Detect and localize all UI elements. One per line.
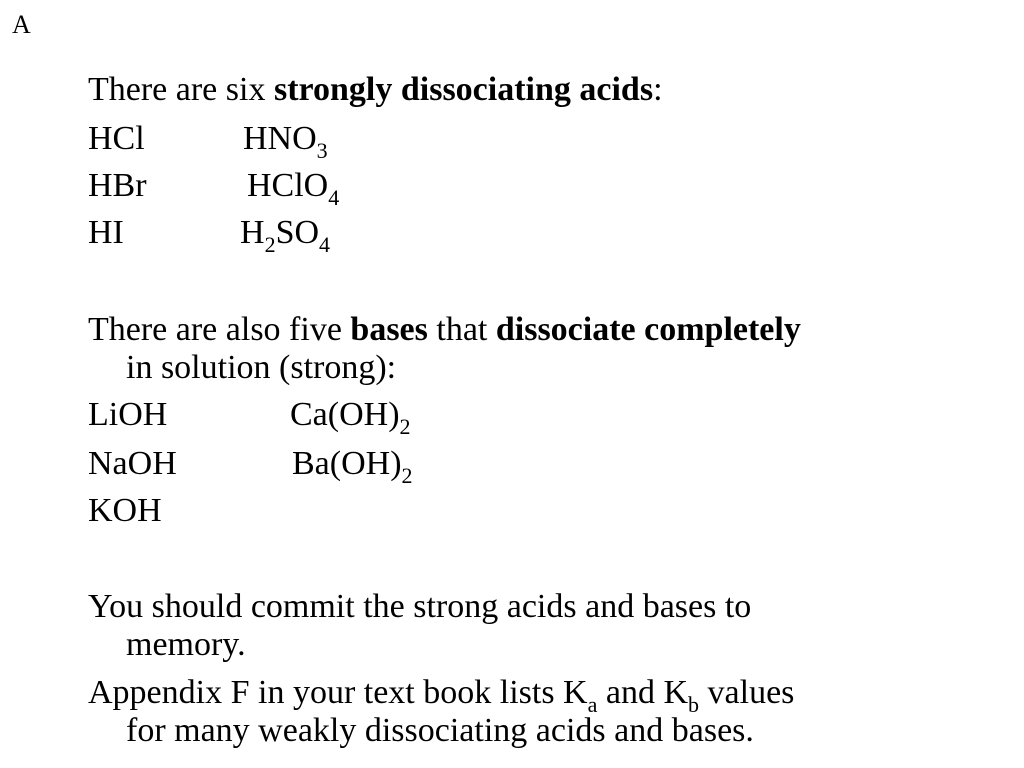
acid-hcl: HCl <box>88 120 145 157</box>
acid-hno3 <box>243 120 328 163</box>
ka-subscript: a <box>587 692 598 717</box>
acids-intro-bold: strongly dissociating acids <box>273 71 654 108</box>
acids-intro-suffix: : <box>653 71 663 108</box>
memory-note-line1: You should commit the strong acids and bases to <box>88 588 752 625</box>
acids-intro-prefix: There are six <box>88 71 274 108</box>
base-row <box>88 396 411 439</box>
acids-intro <box>88 73 663 107</box>
base-baoh2 <box>292 445 413 488</box>
bases-intro <box>88 313 801 347</box>
bases-intro-bold-dissociate: dissociate completely <box>495 311 801 348</box>
bases-intro-bold-bases: bases <box>350 311 428 348</box>
base-lioh: LiOH <box>88 396 168 433</box>
appendix-suffix: values <box>699 674 795 711</box>
acid-hbr: HBr <box>88 167 147 204</box>
acid-row <box>88 120 328 163</box>
memory-note-line2: memory. <box>126 626 246 663</box>
kb-subscript: b <box>688 692 700 717</box>
appendix-note-line2: for many weakly dissociating acids and bases. <box>126 712 754 749</box>
acid-hclo4-base: HClO <box>247 167 329 204</box>
acid-hno3-base: HNO <box>243 120 317 157</box>
appendix-prefix: Appendix F in your text book lists K <box>88 674 588 711</box>
acid-hi: HI <box>88 214 124 251</box>
appendix-note-line1 <box>88 674 795 717</box>
acid-h2so4 <box>240 214 331 257</box>
base-caoh2-sub: 2 <box>399 414 411 439</box>
corner-label: A <box>12 10 31 39</box>
base-row <box>88 494 162 528</box>
acid-h2so4-sub2: 4 <box>319 232 331 257</box>
bases-intro-line2: in solution (strong): <box>126 349 397 386</box>
base-row <box>88 445 413 488</box>
acid-hno3-sub: 3 <box>316 138 328 163</box>
base-caoh2-base: Ca(OH) <box>290 396 400 433</box>
acid-h2so4-h: H <box>240 214 265 251</box>
acid-hclo4 <box>247 167 340 210</box>
acid-h2so4-sub1: 2 <box>264 232 276 257</box>
base-baoh2-base: Ba(OH) <box>292 445 402 482</box>
base-caoh2 <box>290 396 411 439</box>
acid-row <box>88 214 331 257</box>
base-naoh: NaOH <box>88 445 177 482</box>
bases-intro-prefix: There are also five <box>88 311 351 348</box>
acid-h2so4-so: SO <box>275 214 320 251</box>
appendix-middle: and K <box>597 674 689 711</box>
bases-intro-middle: that <box>427 311 496 348</box>
base-koh: KOH <box>88 492 162 529</box>
base-baoh2-sub: 2 <box>401 463 413 488</box>
acid-row <box>88 167 340 210</box>
acid-hclo4-sub: 4 <box>328 185 340 210</box>
